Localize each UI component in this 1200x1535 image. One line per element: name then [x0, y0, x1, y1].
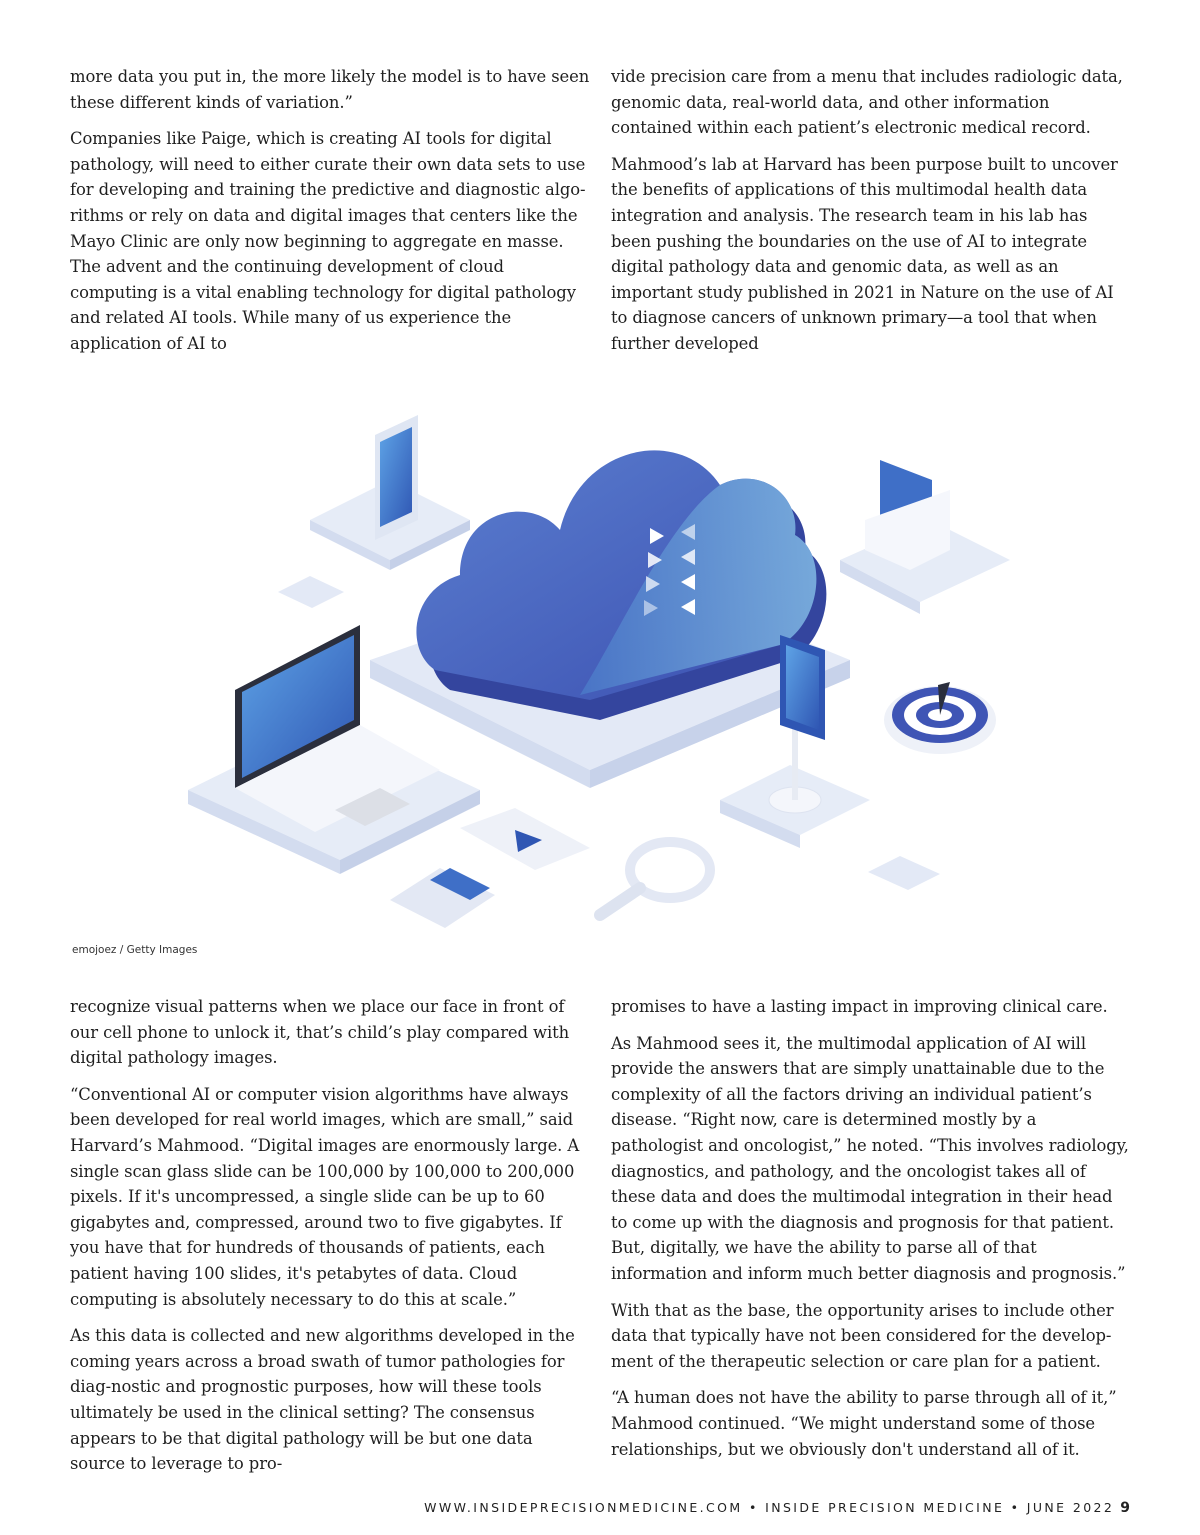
page-number: 9 — [1120, 1500, 1130, 1516]
page-footer — [424, 1500, 1130, 1516]
paragraph: “Conventional AI or computer vision algorithms have always been developed for real world images, which are small,” said Harvard’s Mahmood. “Digital images are enormously large. A single scan glass slide can be 100,000 by 100,000 to 200,000 pixels. If it's uncompressed, a single slide can be up to 60 gigabytes and, compressed, around two to five gigabytes. If you have that for hundreds of thousands of patients, each patient having 100 slides, it's petabytes of data. Cloud computing is absolutely necessary to do this at scale.” — [70, 1084, 580, 1309]
paragraph: As Mahmood sees it, the multimodal application of AI will provide the answers that are simply unattainable due to the complexity of all the factors driving an individual patient’s disease. “Right now, care is determined mostly by a pathologist and oncologist,” he noted. “This involves radiology, diagnostics, and pathology, and the oncologist takes all of these data and does the multimodal integration in their head to come up with the diagnosis and prognosis for that patient. But, digitally, we have the ability to parse all of that information and inform much better diagnosis and prognosis.” — [611, 1033, 1129, 1283]
video-player-icon — [460, 808, 590, 870]
paragraph: Mahmood’s lab at Harvard has been purpose built to uncover the benefits of applications of this multimodal health data integration and analysis. The research team in his lab has been pushing the boundaries on the use of AI to integrate digital pathology data and genomic data, as well as an important study published in 2021 in Nature on the use of AI to diagnose cancers of unknown primary—a tool that when further developed — [611, 154, 1118, 353]
article-column-bottom-left — [70, 994, 590, 1488]
paragraph: more data you put in, the more likely the model is to have seen these different kinds of variation.” — [70, 67, 590, 112]
paragraph: As this data is collected and new algorithms developed in the coming years across a broad swath of tumor pathologies for diag-nostic and prognostic purposes, how will these tools ultimately be used in the clinical setting? The consensus appears to be that digital pathology will be but one data source to leverage to pro- — [70, 1326, 575, 1474]
tile-icon — [868, 856, 940, 890]
magnifier-icon — [600, 842, 710, 915]
article-column-top-left — [70, 64, 590, 368]
image-credit: emojoez / Getty Images — [72, 944, 198, 956]
cloud-computing-illustration — [150, 370, 1050, 950]
paragraph: recognize visual patterns when we place our face in front of our cell phone to unlock it, that’s child’s play compared with digital pathology images. — [70, 997, 570, 1068]
paragraph: With that as the base, the opportunity arises to include other data that typically have not been considered for the develop-ment of the therapeutic selection or care plan for a patient. — [611, 1300, 1114, 1371]
target-icon — [884, 682, 996, 754]
paragraph: promises to have a lasting impact in improving clinical care. — [611, 997, 1108, 1016]
paragraph: The advent and the continuing development of cloud computing is a vital enabling technology for digital pathology and related AI tools. While many of us experience the application of AI to — [70, 257, 576, 353]
paragraph: “A human does not have the ability to parse through all of it,” Mahmood continued. “We might understand some of those relationships, but we obviously don't understand all of it. — [611, 1388, 1117, 1459]
paragraph: Companies like Paige, which is creating AI tools for digital pathology, will need to either curate their own data sets to use for developing and training the predictive and diagnostic algo-rithms or rely on data and digital images that centers like the Mayo Clinic are only now beginning to aggregate en masse. — [70, 129, 586, 251]
calculator-icon — [390, 868, 495, 928]
article-column-bottom-right — [611, 994, 1131, 1473]
article-column-top-right — [611, 64, 1131, 368]
email-icon — [840, 460, 1010, 614]
paragraph: vide precision care from a menu that includes radiologic data, genomic data, real-world data, and other information contained within each patient’s electronic medical record. — [611, 67, 1123, 138]
smartphone-icon — [310, 415, 470, 570]
footer-text: WWW.INSIDEPRECISIONMEDICINE.COM • INSIDE PRECISION MEDICINE • JUNE 2022 — [424, 1500, 1115, 1515]
tile-icon — [278, 576, 344, 608]
